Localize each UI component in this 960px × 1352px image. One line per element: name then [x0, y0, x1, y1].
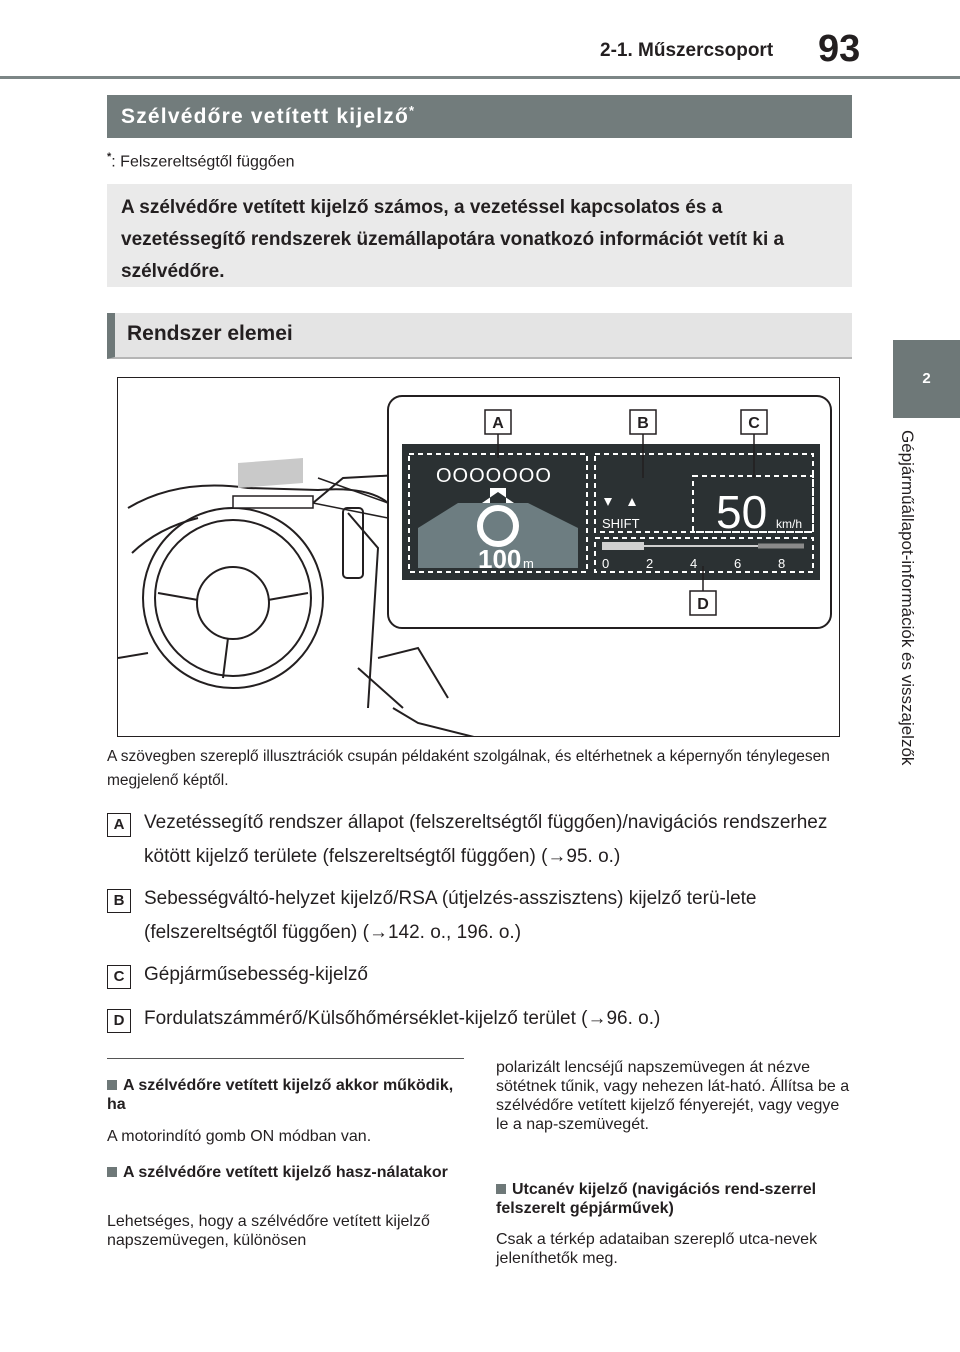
right-body-1: polarizált lencséjű napszemüvegen át nézve sötétnek tűnik, vagy nehezen lát-ható. Állítsa be a szélvédőre vetített kijelző fényerejét, vagy vegye le a nap-szemüvegét. — [496, 1059, 850, 1133]
label-a: A — [492, 415, 504, 432]
figure-caption: A szövegben szereplő illusztrációk csupán példaként szolgálnak, és eltérhetnek a képernyőn ténylegesen megjelenő képtől. — [107, 748, 830, 789]
legend-text-b: Sebességváltó-helyzet kijelző/RSA (útjelzés-asszisztens) kijelző terü-lete (felszereltségtől függően) (→142. o., 196. o.) — [144, 888, 757, 943]
hud-illustration — [117, 377, 840, 737]
steering-hub — [197, 567, 269, 639]
legend-text-a: Vezetéssegítő rendszer állapot (felszereltségtől függően)/navigációs rendszerhez kötött kijelző területe (felszereltségtől függően) (→95. o.) — [144, 812, 828, 867]
left-body-1: A motorindító gomb ON módban van. — [107, 1128, 372, 1145]
hud-speed-unit: km/h — [776, 517, 803, 531]
left-body-2: Lehetséges, hogy a szélvédőre vetített kijelző napszemüvegen, különösen — [107, 1213, 430, 1249]
right-body-2: Csak a térkép adataiban szereplő utca-nevek jeleníthetők meg. — [496, 1231, 818, 1267]
side-tab-text: Gépjárműállapot-információk és visszajelzők — [897, 430, 917, 766]
label-d: D — [697, 596, 709, 613]
tach-tick-0: 0 — [602, 556, 610, 571]
hud-shift: SHIFT — [602, 516, 640, 531]
bullet-square-icon — [496, 1184, 506, 1194]
label-c: C — [748, 415, 760, 432]
left-subhead-1-text: A szélvédőre vetített kijelző akkor működik, ha — [107, 1077, 454, 1113]
steering-wheel-outer — [143, 508, 323, 688]
left-subhead-1 — [107, 1076, 464, 1114]
left-subhead-2-text: A szélvédőre vetített kijelző hasz-nálatakor — [123, 1164, 448, 1181]
bullet-square-icon — [107, 1167, 117, 1177]
side-tab-number: 2 — [893, 340, 960, 418]
hud-distance-unit: m — [523, 556, 534, 571]
column-rule — [107, 1058, 464, 1059]
hud-speed: 50 — [716, 486, 768, 538]
tach-tick-8: 8 — [778, 556, 786, 571]
right-subhead-1 — [496, 1180, 852, 1218]
page-number: 93 — [818, 28, 861, 70]
legend-item-d — [107, 1002, 852, 1036]
right-subhead-1-text: Utcanév kijelző (navigációs rend-szerrel felszerelt gépjárművek) — [496, 1181, 817, 1217]
legend-item-b — [107, 882, 852, 950]
footnote — [107, 151, 295, 171]
left-subhead-2 — [107, 1163, 464, 1182]
tach-tick-4: 4 — [690, 556, 698, 571]
header-rule — [0, 76, 960, 79]
section-heading: Rendszer elemei — [107, 313, 852, 359]
hud-figure-svg — [118, 378, 840, 737]
legend-item-c — [107, 958, 852, 992]
hud-unit — [233, 496, 313, 508]
hud-distance: 100 — [478, 544, 522, 574]
steering-wheel-inner — [155, 520, 311, 676]
hud-dots: OOOOOOO — [436, 465, 552, 487]
legend-badge-b: B — [107, 889, 131, 913]
title-mark: * — [409, 103, 416, 118]
section-title-bar — [107, 95, 852, 138]
bullet-square-icon — [107, 1080, 117, 1090]
legend-text-d: Fordulatszámmérő/Külsőhőmérséklet-kijelző terület (→96. o.) — [144, 1008, 661, 1029]
chapter-title: 2-1. Műszercsoport — [600, 40, 774, 61]
legend-item-a — [107, 806, 852, 874]
legend-badge-d: D — [107, 1009, 131, 1033]
tach-bar-fill — [602, 542, 644, 550]
label-b: B — [637, 415, 649, 432]
footnote-mark: * — [107, 151, 112, 163]
callout-lines — [313, 478, 388, 518]
tach-tick-2: 2 — [646, 556, 654, 571]
legend-badge-c: C — [107, 965, 131, 989]
side-tab — [893, 430, 960, 950]
legend-badge-a: A — [107, 813, 131, 837]
title-label: Szélvédőre vetített kijelző — [121, 105, 409, 128]
footnote-text: : Felszereltségtől függően — [111, 153, 295, 171]
intro-box: A szélvédőre vetített kijelző számos, a vezetéssel kapcsolatos és a vezetéssegítő rendszerek üzemállapotára vonatkozó információt vetít ki a szélvédőre. — [107, 184, 852, 287]
hud-projection-area — [238, 458, 303, 488]
tach-tick-6: 6 — [734, 556, 742, 571]
legend-text-c: Gépjárműsebesség-kijelző — [144, 964, 368, 985]
